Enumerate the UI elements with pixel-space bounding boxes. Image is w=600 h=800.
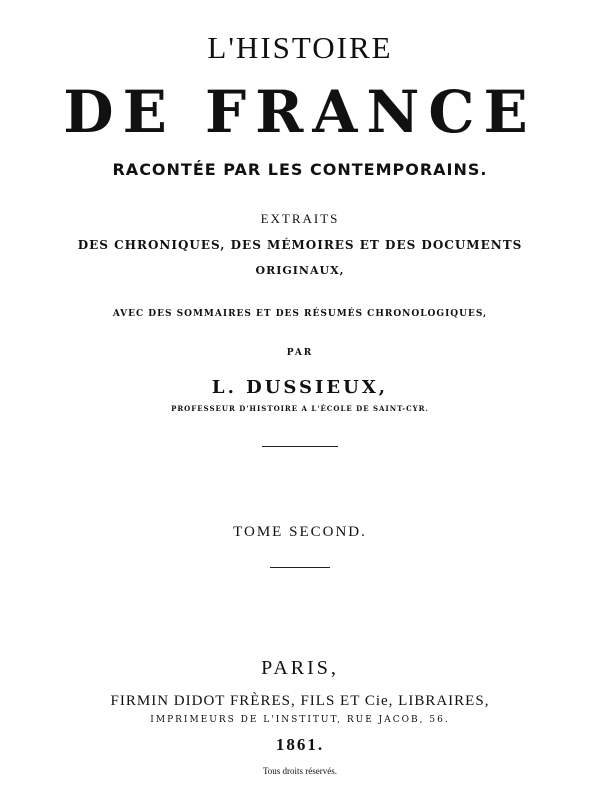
par-label: PAR — [286, 348, 314, 358]
subtitle: RACONTÉE PAR LES CONTEMPORAINS. — [112, 160, 488, 179]
printer-line: IMPRIMEURS DE L'INSTITUT, RUE JACOB, 56. — [150, 715, 450, 725]
author-name: L. DUSSIEUX, — [211, 377, 389, 398]
divider-rule-bottom — [270, 567, 330, 568]
publication-year: 1861. — [275, 735, 325, 754]
title-line-1: L'HISTOIRE — [207, 30, 393, 65]
place-of-publication: PARIS, — [261, 657, 339, 679]
volume-label: TOME SECOND. — [233, 524, 367, 540]
sources-line-1: DES CHRONIQUES, DES MÉMOIRES ET DES DOCUMENTS — [77, 238, 523, 252]
sources-line-2: ORIGINAUX, — [255, 264, 345, 277]
divider-rule-top — [262, 446, 338, 447]
author-title: PROFESSEUR D'HISTOIRE A L'ÉCOLE DE SAINT-CYR. — [171, 404, 429, 413]
rights-notice: Tous droits réservés. — [262, 766, 338, 776]
title-line-2: DE FRANCE — [63, 78, 537, 146]
publisher-line: FIRMIN DIDOT FRÈRES, FILS ET Cie, LIBRAIRES, — [110, 693, 490, 709]
extraits-label: EXTRAITS — [260, 211, 340, 226]
sommaires-line: AVEC DES SOMMAIRES ET DES RÉSUMÉS CHRONOLOGIQUES, — [112, 309, 488, 319]
